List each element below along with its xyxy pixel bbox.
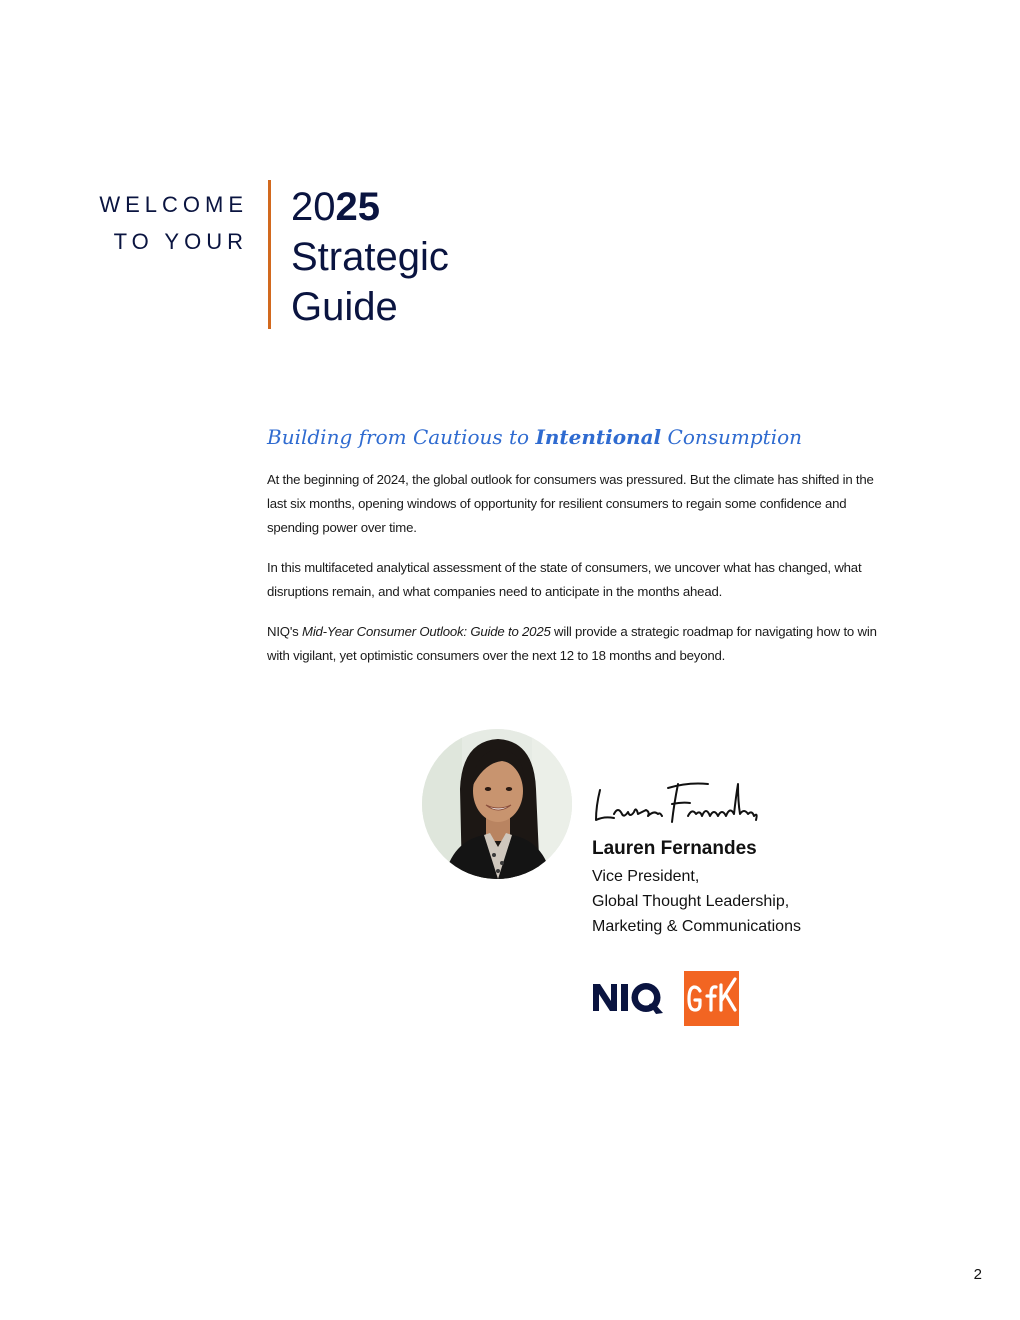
niq-logo-image [592, 980, 664, 1018]
page-number: 2 [973, 1266, 982, 1283]
guide-title [291, 182, 449, 332]
author-title [592, 864, 801, 939]
intro-heading [267, 425, 907, 449]
title-year [291, 182, 449, 232]
author-name: Lauren Fernandes [592, 838, 757, 859]
gfk-logo [684, 971, 739, 1026]
gfk-logo-image [684, 971, 739, 1026]
title-year-part1: 20 [291, 185, 336, 229]
author-title-line-1: Vice President, [592, 868, 700, 885]
author-portrait-image [422, 729, 572, 879]
intro-heading-part2: Consumption [661, 425, 803, 449]
author-photo [422, 729, 572, 879]
title-year-part2: 25 [335, 185, 380, 229]
niq-logo [592, 980, 664, 1018]
welcome-line-1: WELCOME [99, 192, 248, 217]
author-title-line-3: Marketing & Communications [592, 918, 801, 935]
title-divider [268, 180, 271, 329]
intro-paragraph-1: At the beginning of 2024, the global outlook for consumers was pressured. But the climate has shifted in the last six months, opening windows of opportunity for resilient consumers to regain some confidence and spending power over time. [267, 472, 874, 535]
intro-paragraph-2: In this multifaceted analytical assessment of the state of consumers, we uncover what has changed, what disruptions remain, and what companies need to anticipate in the months ahead. [267, 560, 862, 599]
paragraph3-prefix: NIQ's [267, 624, 303, 639]
intro-heading-part1: Building from Cautious to [267, 425, 536, 449]
intro-paragraph-3 [267, 620, 889, 668]
welcome-line-2: TO YOUR [113, 229, 248, 254]
author-title-line-2: Global Thought Leadership, [592, 893, 790, 910]
intro-heading-strong: Intentional [535, 425, 662, 449]
title-line-3: Guide [291, 285, 398, 329]
paragraph3-report-title: Mid-Year Consumer Outlook: Guide to 2025 [302, 624, 551, 639]
welcome-heading [99, 186, 248, 260]
title-line-2: Strategic [291, 235, 449, 279]
paragraph3-suffix: will provide a strategic roadmap for navigating how to win with vigilant, yet optimistic consumers over the next 12 to 18 months and beyond. [267, 624, 877, 663]
author-signature [592, 776, 762, 832]
signature-image [592, 776, 762, 832]
